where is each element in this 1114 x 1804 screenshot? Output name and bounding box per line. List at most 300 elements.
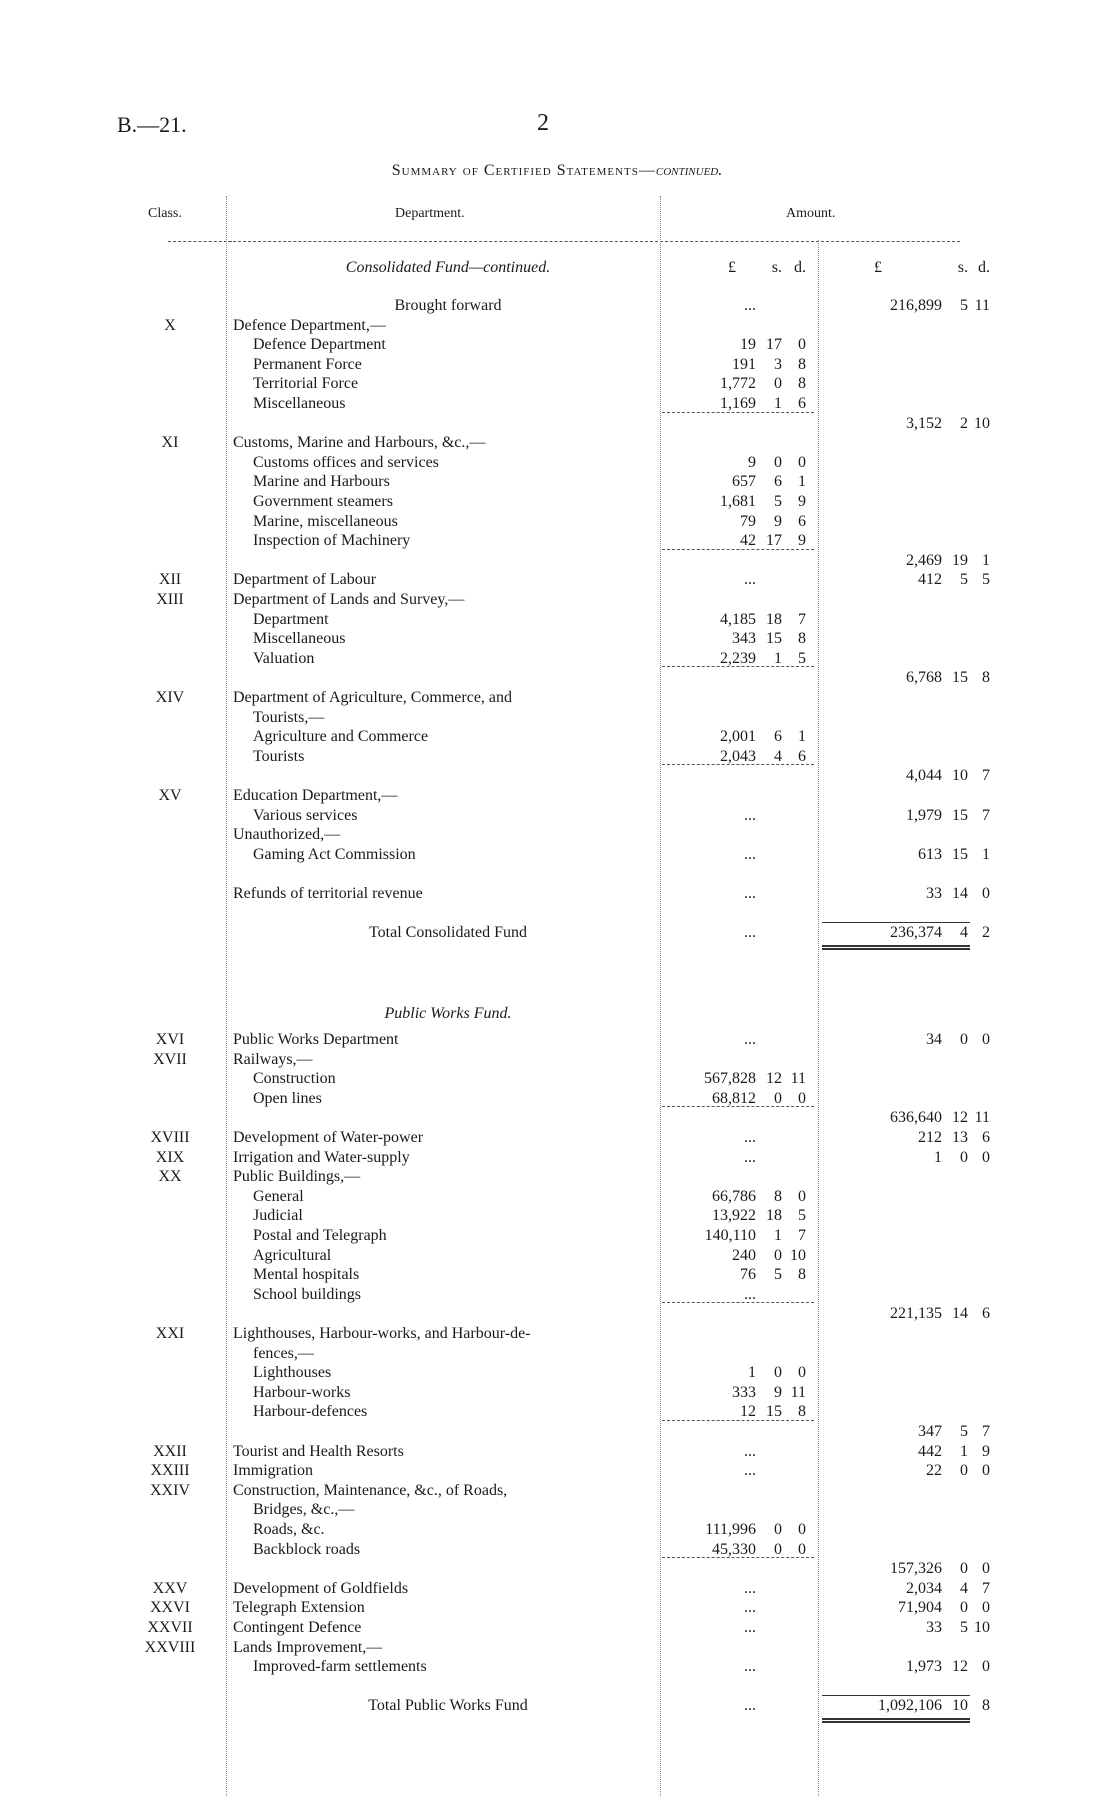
description-cell: Defence Department — [253, 336, 386, 353]
total-shillings-cell: 12 — [952, 1109, 968, 1126]
description-cell: Development of Goldfields — [233, 1580, 409, 1597]
item-pounds-cell: ... — [744, 1619, 756, 1636]
item-pounds-cell: 45,330 — [712, 1541, 756, 1558]
description-cell: General — [253, 1188, 304, 1205]
total-pounds-cell: 33 — [926, 1619, 942, 1636]
header-rule-department — [228, 241, 658, 242]
class-cell: XIV — [155, 689, 185, 706]
item-pence-cell: 0 — [798, 336, 806, 353]
total-shillings-cell: 0 — [960, 1560, 968, 1577]
title-continued: continued. — [655, 162, 723, 179]
item-pounds-cell: ... — [744, 1443, 756, 1460]
item-pence-cell: 11 — [790, 1384, 806, 1401]
item-pounds-cell: 79 — [740, 513, 756, 530]
description-cell: fences,— — [253, 1345, 314, 1362]
description-cell: Customs, Marine and Harbours, &c.,— — [233, 434, 486, 451]
item-pence-cell: 6 — [798, 748, 806, 765]
item-shillings-cell: 1 — [774, 1227, 782, 1244]
total-pounds-cell: 442 — [918, 1443, 942, 1460]
item-pence-cell: 8 — [798, 1403, 806, 1420]
item-pounds-cell: ... — [744, 1149, 756, 1166]
total-shillings-cell: 1 — [960, 1443, 968, 1460]
table-row — [0, 492, 1114, 512]
subtotal-rule — [662, 1106, 814, 1107]
total-pounds-cell: 2,469 — [906, 552, 942, 569]
total-pounds-cell: 157,326 — [890, 1560, 942, 1577]
total-pence-cell: 7 — [982, 1423, 990, 1440]
class-cell: XXIV — [150, 1482, 190, 1499]
table-row — [0, 1677, 1114, 1697]
total-pounds-cell: 22 — [926, 1462, 942, 1479]
table-row — [0, 1285, 1114, 1305]
page-title — [0, 162, 1114, 180]
unit-pence-right: d. — [978, 259, 990, 276]
description-cell: Marine and Harbours — [253, 473, 390, 490]
item-shillings-cell: 0 — [774, 1090, 782, 1107]
description-cell: Government steamers — [253, 493, 393, 510]
item-pence-cell: 6 — [798, 395, 806, 412]
class-cell: XVII — [153, 1051, 187, 1068]
total-pence-cell: 6 — [982, 1305, 990, 1322]
total-shillings-cell: 10 — [952, 767, 968, 784]
table-row — [0, 570, 1114, 590]
item-pounds-cell: 657 — [732, 473, 756, 490]
item-pounds-cell: 4,185 — [720, 611, 756, 628]
item-shillings-cell: 0 — [774, 1541, 782, 1558]
table-row — [0, 1265, 1114, 1285]
table-row — [0, 355, 1114, 375]
table-row — [0, 394, 1114, 414]
total-pence-cell: 11 — [974, 1109, 990, 1126]
description-cell: Construction, Maintenance, &c., of Roads, — [233, 1482, 508, 1499]
total-shillings-cell: 15 — [952, 669, 968, 686]
table-row — [0, 1324, 1114, 1344]
total-shillings-cell: 14 — [952, 885, 968, 902]
description-cell: Department of Lands and Survey,— — [233, 591, 465, 608]
description-cell: Total Consolidated Fund — [369, 924, 527, 941]
unit-shillings-right: s. — [957, 259, 968, 276]
total-shillings-cell: 13 — [952, 1129, 968, 1146]
description-cell: Construction — [253, 1070, 336, 1087]
subtotal-rule — [662, 1420, 814, 1421]
class-cell: XVIII — [150, 1129, 190, 1146]
item-shillings-cell: 0 — [774, 375, 782, 392]
table-row — [0, 512, 1114, 532]
item-pence-cell: 1 — [798, 473, 806, 490]
item-shillings-cell: 18 — [766, 611, 782, 628]
description-cell: Various services — [253, 807, 358, 824]
description-cell: Lands Improvement,— — [233, 1639, 383, 1656]
item-shillings-cell: 0 — [774, 1521, 782, 1538]
class-cell: XXI — [155, 1325, 185, 1342]
description-cell: Lighthouses — [253, 1364, 332, 1381]
total-pence-cell: 1 — [982, 846, 990, 863]
description-cell: Telegraph Extension — [233, 1599, 365, 1616]
item-shillings-cell: 15 — [766, 1403, 782, 1420]
item-pounds-cell: ... — [744, 1580, 756, 1597]
table-row — [0, 1187, 1114, 1207]
document-code: B.—21. — [117, 112, 187, 137]
table-row — [0, 1108, 1114, 1128]
description-cell: Bridges, &c.,— — [253, 1501, 355, 1518]
item-pounds-cell: 240 — [732, 1247, 756, 1264]
item-pounds-cell: 2,043 — [720, 748, 756, 765]
item-shillings-cell: 0 — [774, 1364, 782, 1381]
description-cell: Roads, &c. — [253, 1521, 325, 1538]
table-row — [0, 1246, 1114, 1266]
class-cell: XVI — [155, 1031, 185, 1048]
total-pence-cell: 6 — [982, 1129, 990, 1146]
item-shillings-cell: 5 — [774, 493, 782, 510]
class-cell: XXV — [152, 1580, 188, 1597]
description-cell: Development of Water-power — [233, 1129, 424, 1146]
item-pounds-cell: 2,001 — [720, 728, 756, 745]
column-header-class: Class. — [148, 206, 182, 221]
table-row — [0, 1540, 1114, 1560]
description-cell: Inspection of Machinery — [253, 532, 411, 549]
description-cell: Public Works Department — [233, 1031, 399, 1048]
description-cell: Agriculture and Commerce — [253, 728, 429, 745]
item-pence-cell: 8 — [798, 375, 806, 392]
total-rule-above — [822, 1695, 970, 1696]
table-row — [0, 1206, 1114, 1226]
total-pence-cell: 10 — [974, 1619, 990, 1636]
table-row — [0, 590, 1114, 610]
item-pence-cell: 0 — [798, 1188, 806, 1205]
item-pounds-cell: 1,169 — [720, 395, 756, 412]
subtotal-rule — [662, 1302, 814, 1303]
table-row — [0, 433, 1114, 453]
description-cell: Railways,— — [233, 1051, 313, 1068]
table-row — [0, 1500, 1114, 1520]
table-row — [0, 747, 1114, 767]
description-cell: Territorial Force — [253, 375, 359, 392]
total-pence-cell: 1 — [982, 552, 990, 569]
description-cell: Public Buildings,— — [233, 1168, 361, 1185]
total-pounds-cell: 1 — [934, 1149, 942, 1166]
table-row — [0, 727, 1114, 747]
item-pounds-cell: ... — [744, 1286, 756, 1303]
item-shillings-cell: 4 — [774, 748, 782, 765]
item-pence-cell: 0 — [798, 454, 806, 471]
class-cell: XXIII — [150, 1462, 190, 1479]
item-pounds-cell: 333 — [732, 1384, 756, 1401]
class-cell: X — [164, 317, 176, 334]
table-row — [0, 1402, 1114, 1422]
section-heading-public-works: Public Works Fund. — [384, 1005, 512, 1022]
total-shillings-cell: 4 — [960, 924, 968, 941]
total-pounds-cell: 1,973 — [906, 1658, 942, 1675]
item-pence-cell: 0 — [798, 1364, 806, 1381]
item-shillings-cell: 6 — [774, 473, 782, 490]
table-row — [0, 1069, 1114, 1089]
total-shillings-cell: 14 — [952, 1305, 968, 1322]
table-row — [0, 374, 1114, 394]
class-cell: XI — [161, 434, 179, 451]
table-row — [0, 610, 1114, 630]
total-pence-cell: 9 — [982, 1443, 990, 1460]
description-cell: Lighthouses, Harbour-works, and Harbour-de- — [233, 1325, 531, 1342]
description-cell: Contingent Defence — [233, 1619, 362, 1636]
subtotal-rule — [662, 666, 814, 667]
table-row — [0, 708, 1114, 728]
description-cell: Customs offices and services — [253, 454, 439, 471]
table-row — [0, 923, 1114, 943]
item-shillings-cell: 3 — [774, 356, 782, 373]
class-cell: XXVII — [147, 1619, 193, 1636]
header-rule-amount — [660, 241, 960, 242]
item-shillings-cell: 18 — [766, 1207, 782, 1224]
table-row — [0, 472, 1114, 492]
total-pounds-cell: 4,044 — [906, 767, 942, 784]
total-pence-cell: 0 — [982, 1560, 990, 1577]
item-shillings-cell: 0 — [774, 1247, 782, 1264]
item-pounds-cell: 1,772 — [720, 375, 756, 392]
total-double-rule — [822, 1721, 970, 1723]
total-pounds-cell: 216,899 — [890, 297, 942, 314]
table-row — [0, 1696, 1114, 1716]
table-row — [0, 845, 1114, 865]
section-heading-row — [0, 258, 1114, 278]
description-cell: Total Public Works Fund — [368, 1697, 528, 1714]
table-row — [0, 531, 1114, 551]
total-pence-cell: 11 — [974, 297, 990, 314]
total-pence-cell: 5 — [982, 571, 990, 588]
table-row — [0, 668, 1114, 688]
class-cell: XXVIII — [144, 1639, 196, 1656]
table-row — [0, 766, 1114, 786]
total-double-rule — [822, 945, 970, 947]
class-cell: XIII — [156, 591, 184, 608]
item-pence-cell: 6 — [798, 513, 806, 530]
total-pounds-cell: 33 — [926, 885, 942, 902]
item-shillings-cell: 15 — [766, 630, 782, 647]
item-pounds-cell: ... — [744, 924, 756, 941]
table-row — [0, 1089, 1114, 1109]
item-shillings-cell: 6 — [774, 728, 782, 745]
table-row — [0, 453, 1114, 473]
total-pounds-cell: 221,135 — [890, 1305, 942, 1322]
total-shillings-cell: 2 — [960, 415, 968, 432]
total-pence-cell: 0 — [982, 1462, 990, 1479]
table-row — [0, 1442, 1114, 1462]
unit-pence-left: d. — [794, 259, 806, 276]
class-cell: XV — [158, 787, 182, 804]
table-row — [0, 786, 1114, 806]
table-row — [0, 1344, 1114, 1364]
item-shillings-cell: 1 — [774, 650, 782, 667]
table-row — [0, 1638, 1114, 1658]
item-pounds-cell: ... — [744, 1599, 756, 1616]
item-pence-cell: 5 — [798, 1207, 806, 1224]
item-pounds-cell: 42 — [740, 532, 756, 549]
total-pounds-cell: 71,904 — [898, 1599, 942, 1616]
item-pence-cell: 8 — [798, 356, 806, 373]
total-pence-cell: 7 — [982, 767, 990, 784]
total-pounds-cell: 2,034 — [906, 1580, 942, 1597]
total-rule-above — [822, 922, 970, 923]
total-pence-cell: 0 — [982, 1658, 990, 1675]
item-pounds-cell: 111,996 — [705, 1521, 756, 1538]
subtotal-rule — [662, 412, 814, 413]
item-pounds-cell: 68,812 — [712, 1090, 756, 1107]
table-row — [0, 825, 1114, 845]
description-cell: Department — [253, 611, 329, 628]
item-pence-cell: 0 — [798, 1521, 806, 1538]
item-pounds-cell: 140,110 — [704, 1227, 756, 1244]
item-pounds-cell: 12 — [740, 1403, 756, 1420]
item-pounds-cell: ... — [744, 1031, 756, 1048]
unit-pounds-right: £ — [874, 259, 882, 276]
description-cell: Harbour-works — [253, 1384, 351, 1401]
table-row — [0, 1167, 1114, 1187]
total-shillings-cell: 5 — [960, 297, 968, 314]
table-row — [0, 1657, 1114, 1677]
total-double-rule — [822, 948, 970, 950]
description-cell: Refunds of territorial revenue — [233, 885, 423, 902]
item-pounds-cell: ... — [744, 571, 756, 588]
item-pounds-cell: 19 — [740, 336, 756, 353]
total-pence-cell: 8 — [982, 669, 990, 686]
item-pounds-cell: 2,239 — [720, 650, 756, 667]
description-cell: Marine, miscellaneous — [253, 513, 398, 530]
total-shillings-cell: 5 — [960, 1423, 968, 1440]
title-main: Summary of Certified Statements— — [391, 162, 656, 179]
description-cell: Backblock roads — [253, 1541, 361, 1558]
description-cell: Miscellaneous — [253, 395, 346, 412]
description-cell: Gaming Act Commission — [253, 846, 416, 863]
description-cell: Open lines — [253, 1090, 322, 1107]
column-header-department: Department. — [395, 206, 465, 221]
table-row — [0, 1618, 1114, 1638]
total-pounds-cell: 613 — [918, 846, 942, 863]
item-pounds-cell: 343 — [732, 630, 756, 647]
table-row — [0, 1461, 1114, 1481]
description-cell: Judicial — [253, 1207, 303, 1224]
description-cell: Agricultural — [253, 1247, 332, 1264]
total-shillings-cell: 19 — [952, 552, 968, 569]
class-cell: XX — [158, 1168, 182, 1185]
column-header-amount: Amount. — [786, 206, 836, 221]
total-pence-cell: 8 — [982, 1697, 990, 1714]
item-pounds-cell: 76 — [740, 1266, 756, 1283]
total-pence-cell: 0 — [982, 1599, 990, 1616]
item-pounds-cell: ... — [744, 1129, 756, 1146]
item-shillings-cell: 9 — [774, 1384, 782, 1401]
total-pounds-cell: 3,152 — [906, 415, 942, 432]
class-cell: XII — [158, 571, 182, 588]
description-cell: Immigration — [233, 1462, 313, 1479]
description-cell: Irrigation and Water-supply — [233, 1149, 410, 1166]
item-pounds-cell: ... — [744, 297, 756, 314]
description-cell: Valuation — [253, 650, 315, 667]
table-row — [0, 1579, 1114, 1599]
total-pence-cell: 7 — [982, 807, 990, 824]
item-pounds-cell: ... — [744, 1697, 756, 1714]
item-pounds-cell: ... — [744, 1658, 756, 1675]
description-cell: Mental hospitals — [253, 1266, 360, 1283]
total-shillings-cell: 15 — [952, 846, 968, 863]
description-cell: Harbour-defences — [253, 1403, 368, 1420]
item-pence-cell: 0 — [798, 1541, 806, 1558]
page-number: 2 — [537, 110, 549, 136]
total-pounds-cell: 34 — [926, 1031, 942, 1048]
item-pounds-cell: 1,681 — [720, 493, 756, 510]
description-cell: Department of Agriculture, Commerce, and — [233, 689, 513, 706]
total-pounds-cell: 636,640 — [890, 1109, 942, 1126]
table-row — [0, 1363, 1114, 1383]
table-row — [0, 688, 1114, 708]
total-pence-cell: 0 — [982, 1149, 990, 1166]
total-shillings-cell: 5 — [960, 571, 968, 588]
subtotal-rule — [662, 764, 814, 765]
description-cell: Tourists,— — [253, 709, 325, 726]
table-row — [0, 1559, 1114, 1579]
header-rule-class — [168, 241, 232, 242]
item-pounds-cell: 66,786 — [712, 1188, 756, 1205]
description-cell: Postal and Telegraph — [253, 1227, 387, 1244]
table-row — [0, 1481, 1114, 1501]
table-row — [0, 414, 1114, 434]
unit-pounds-left: £ — [728, 259, 736, 276]
table-row — [0, 1148, 1114, 1168]
total-shillings-cell: 15 — [952, 807, 968, 824]
item-pounds-cell: 567,828 — [704, 1070, 756, 1087]
item-pounds-cell: 191 — [732, 356, 756, 373]
item-pounds-cell: ... — [744, 846, 756, 863]
table-row — [0, 296, 1114, 316]
total-pounds-cell: 212 — [918, 1129, 942, 1146]
table-row — [0, 1226, 1114, 1246]
total-pounds-cell: 412 — [918, 571, 942, 588]
subtotal-rule — [662, 549, 814, 550]
subtotal-rule — [662, 1557, 814, 1558]
table-row — [0, 1598, 1114, 1618]
table-row — [0, 1050, 1114, 1070]
total-pence-cell: 2 — [982, 924, 990, 941]
description-cell: Tourists — [253, 748, 305, 765]
total-pounds-cell: 236,374 — [890, 924, 942, 941]
item-pounds-cell: ... — [744, 885, 756, 902]
item-pounds-cell: 1 — [748, 1364, 756, 1381]
description-cell: Tourist and Health Resorts — [233, 1443, 404, 1460]
table-row — [0, 864, 1114, 884]
item-pence-cell: 7 — [798, 1227, 806, 1244]
class-cell: XXVI — [150, 1599, 190, 1616]
total-pence-cell: 0 — [982, 1031, 990, 1048]
description-cell: Unauthorized,— — [233, 826, 341, 843]
item-pence-cell: 10 — [790, 1247, 806, 1264]
item-shillings-cell: 17 — [766, 336, 782, 353]
table-row — [0, 904, 1114, 924]
item-pence-cell: 8 — [798, 630, 806, 647]
table-row — [0, 649, 1114, 669]
total-shillings-cell: 10 — [952, 1697, 968, 1714]
unit-shillings-left: s. — [771, 259, 782, 276]
item-pounds-cell: 9 — [748, 454, 756, 471]
item-pence-cell: 8 — [798, 1266, 806, 1283]
item-pence-cell: 9 — [798, 532, 806, 549]
total-pence-cell: 7 — [982, 1580, 990, 1597]
section-heading-consolidated: Consolidated Fund—continued. — [345, 259, 551, 276]
item-pounds-cell: ... — [744, 1462, 756, 1479]
description-cell: Education Department,— — [233, 787, 398, 804]
item-shillings-cell: 5 — [774, 1266, 782, 1283]
item-shillings-cell: 9 — [774, 513, 782, 530]
item-pounds-cell: ... — [744, 807, 756, 824]
item-pence-cell: 11 — [790, 1070, 806, 1087]
table-row — [0, 335, 1114, 355]
